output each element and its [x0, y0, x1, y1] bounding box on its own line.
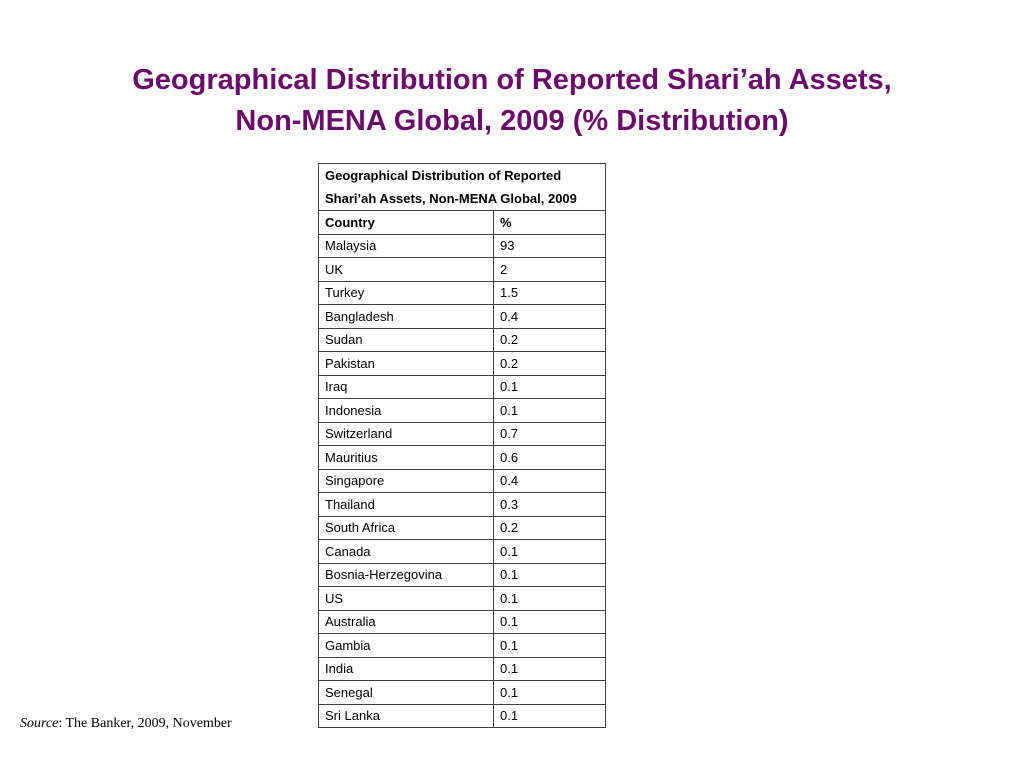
country-cell: Thailand [319, 493, 494, 517]
table-row [319, 258, 606, 282]
header-country: Country [319, 211, 494, 235]
percent-cell: 0.1 [494, 634, 606, 658]
assets-distribution-table [318, 163, 606, 728]
country-cell: India [319, 657, 494, 681]
country-cell: Gambia [319, 634, 494, 658]
table-row [319, 305, 606, 329]
header-percent: % [494, 211, 606, 235]
percent-cell: 0.1 [494, 610, 606, 634]
percent-cell: 0.1 [494, 540, 606, 564]
table-caption [319, 164, 606, 211]
table-row [319, 446, 606, 470]
table-row [319, 281, 606, 305]
percent-cell: 0.1 [494, 657, 606, 681]
slide-title [0, 60, 1024, 142]
country-cell: Sudan [319, 328, 494, 352]
percent-cell: 0.1 [494, 681, 606, 705]
country-cell: Iraq [319, 375, 494, 399]
percent-cell: 0.4 [494, 469, 606, 493]
table-row [319, 563, 606, 587]
percent-cell: 0.6 [494, 446, 606, 470]
country-cell: Switzerland [319, 422, 494, 446]
slide-title-line-2: Non-MENA Global, 2009 (% Distribution) [235, 105, 789, 137]
table-row [319, 493, 606, 517]
table-row [319, 704, 606, 728]
percent-cell: 0.1 [494, 563, 606, 587]
percent-cell: 0.2 [494, 328, 606, 352]
percent-cell: 0.4 [494, 305, 606, 329]
table-row [319, 634, 606, 658]
country-cell: US [319, 587, 494, 611]
country-cell: Senegal [319, 681, 494, 705]
table-caption-line-2: Shari’ah Assets, Non-MENA Global, 2009 [325, 191, 577, 206]
source-label: Source [20, 716, 59, 731]
country-cell: Australia [319, 610, 494, 634]
country-cell: Mauritius [319, 446, 494, 470]
country-cell: South Africa [319, 516, 494, 540]
source-note [20, 716, 232, 732]
percent-cell: 0.1 [494, 704, 606, 728]
table-caption-row [319, 164, 606, 211]
table-row [319, 352, 606, 376]
table-row [319, 657, 606, 681]
table-row [319, 516, 606, 540]
source-text: : The Banker, 2009, November [58, 716, 232, 731]
table-row [319, 399, 606, 423]
slide-title-line-1: Geographical Distribution of Reported Shari’ah Assets, [132, 64, 892, 96]
table-body [319, 234, 606, 728]
percent-cell: 0.2 [494, 516, 606, 540]
country-cell: Singapore [319, 469, 494, 493]
table-row [319, 328, 606, 352]
table-row [319, 681, 606, 705]
country-cell: Indonesia [319, 399, 494, 423]
percent-cell: 2 [494, 258, 606, 282]
table-caption-line-1: Geographical Distribution of Reported [325, 168, 562, 183]
percent-cell: 0.1 [494, 399, 606, 423]
country-cell: Pakistan [319, 352, 494, 376]
table-row [319, 540, 606, 564]
percent-cell: 0.1 [494, 375, 606, 399]
table-row [319, 469, 606, 493]
table-row [319, 234, 606, 258]
country-cell: Canada [319, 540, 494, 564]
table-row [319, 587, 606, 611]
country-cell: Turkey [319, 281, 494, 305]
country-cell: Sri Lanka [319, 704, 494, 728]
percent-cell: 0.3 [494, 493, 606, 517]
percent-cell: 0.2 [494, 352, 606, 376]
country-cell: UK [319, 258, 494, 282]
table-row [319, 610, 606, 634]
percent-cell: 0.1 [494, 587, 606, 611]
table-row [319, 375, 606, 399]
country-cell: Bosnia-Herzegovina [319, 563, 494, 587]
table-row [319, 422, 606, 446]
percent-cell: 1.5 [494, 281, 606, 305]
table-header-row [319, 211, 606, 235]
percent-cell: 93 [494, 234, 606, 258]
country-cell: Bangladesh [319, 305, 494, 329]
country-cell: Malaysia [319, 234, 494, 258]
percent-cell: 0.7 [494, 422, 606, 446]
